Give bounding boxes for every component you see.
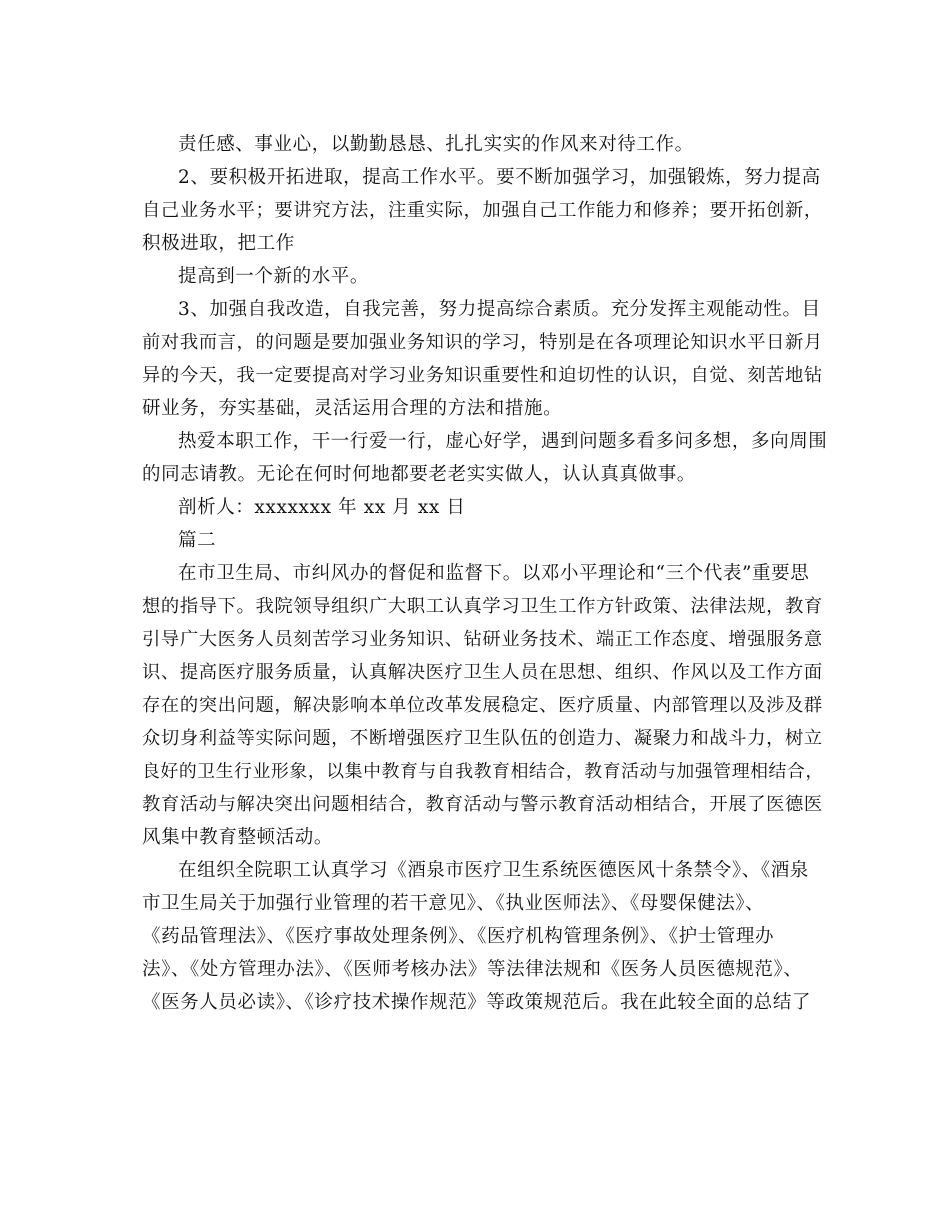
text-line: 在组织全院职工认真学习《酒泉市医疗卫生系统医德医风十条禁令》、《酒泉 [178, 860, 809, 881]
text-line: 3、加强自我改造，自我完善，努力提高综合素质。充分发挥主观能动性。目 [178, 299, 821, 320]
text-line: 良好的卫生行业形象，以集中教育与自我教育相结合，教育活动与加强管理相结合， [142, 761, 824, 782]
text-line: 责任感、事业心，以勤勤恳恳、扎扎实实的作风来对待工作。 [178, 134, 694, 155]
text-line: 存在的突出问题，解决影响本单位改革发展稳定、医疗质量、内部管理以及涉及群 [142, 695, 823, 716]
text-line: 市卫生局关于加强行业管理的若干意见》、《执业医师法》、《母婴保健法》、 [142, 893, 765, 914]
text-line: 教育活动与解决突出问题相结合，教育活动与警示教育活动相结合，开展了医德医 [142, 794, 823, 815]
text-line: 在市卫生局、市纠风办的督促和监督下。以邓小平理论和“三个代表”重要思 [178, 563, 810, 584]
text-line: 热爱本职工作，干一行爱一行，虚心好学，遇到问题多看多问多想，多向周围 [178, 431, 828, 452]
document-body [142, 128, 827, 1019]
text-line: 2、要积极开拓进取，提高工作水平。要不断加强学习，加强锻炼，努力提高 [178, 167, 821, 188]
text-line: 风集中教育整顿活动。 [142, 827, 334, 848]
text-line: 想的指导下。我院领导组织广大职工认真学习卫生工作方针政策、法律法规，教育 [142, 596, 823, 617]
text-line: 识、提高医疗服务质量，认真解决医疗卫生人员在思想、组织、作风以及工作方面 [142, 662, 823, 683]
text-line: 法》、《处方管理办法》、《医师考核办法》等法律法规和《医务人员医德规范》、 [142, 959, 803, 980]
text-line: 引导广大医务人员刻苦学习业务知识、钻研业务技术、端正工作态度、增强服务意 [142, 629, 823, 650]
text-line: 《医务人员必读》、《诊疗技术操作规范》等政策规范后。我在此较全面的总结了 [142, 992, 812, 1013]
text-line: 积极进取，把工作 [142, 233, 295, 254]
section-heading: 篇二 [178, 530, 217, 551]
text-line: 前对我而言，的问题是要加强业务知识的学习，特别是在各项理论知识水平日新月 [142, 332, 823, 353]
text-line: 异的今天，我一定要提高对学习业务知识重要性和迫切性的认识，自觉、刻苦地钻 [142, 365, 823, 386]
text-line: 研业务，夯实基础，灵活运用合理的方法和措施。 [142, 398, 563, 419]
text-line: 自己业务水平；要讲究方法，注重实际，加强自己工作能力和修养；要开拓创新， [142, 200, 823, 221]
text-line: 《药品管理法》、《医疗事故处理条例》、《医疗机构管理条例》、《护士管理办 [142, 926, 775, 947]
text-line: 的同志请教。无论在何时何地都要老老实实做人，认认真真做事。 [142, 464, 696, 485]
text-line: 提高到一个新的水平。 [178, 266, 370, 287]
text-line: 众切身利益等实际问题，不断增强医疗卫生队伍的创造力、凝聚力和战斗力，树立 [142, 728, 823, 749]
signature-line: 剖析人：xxxxxxx 年 xx 月 xx 日 [178, 497, 466, 518]
